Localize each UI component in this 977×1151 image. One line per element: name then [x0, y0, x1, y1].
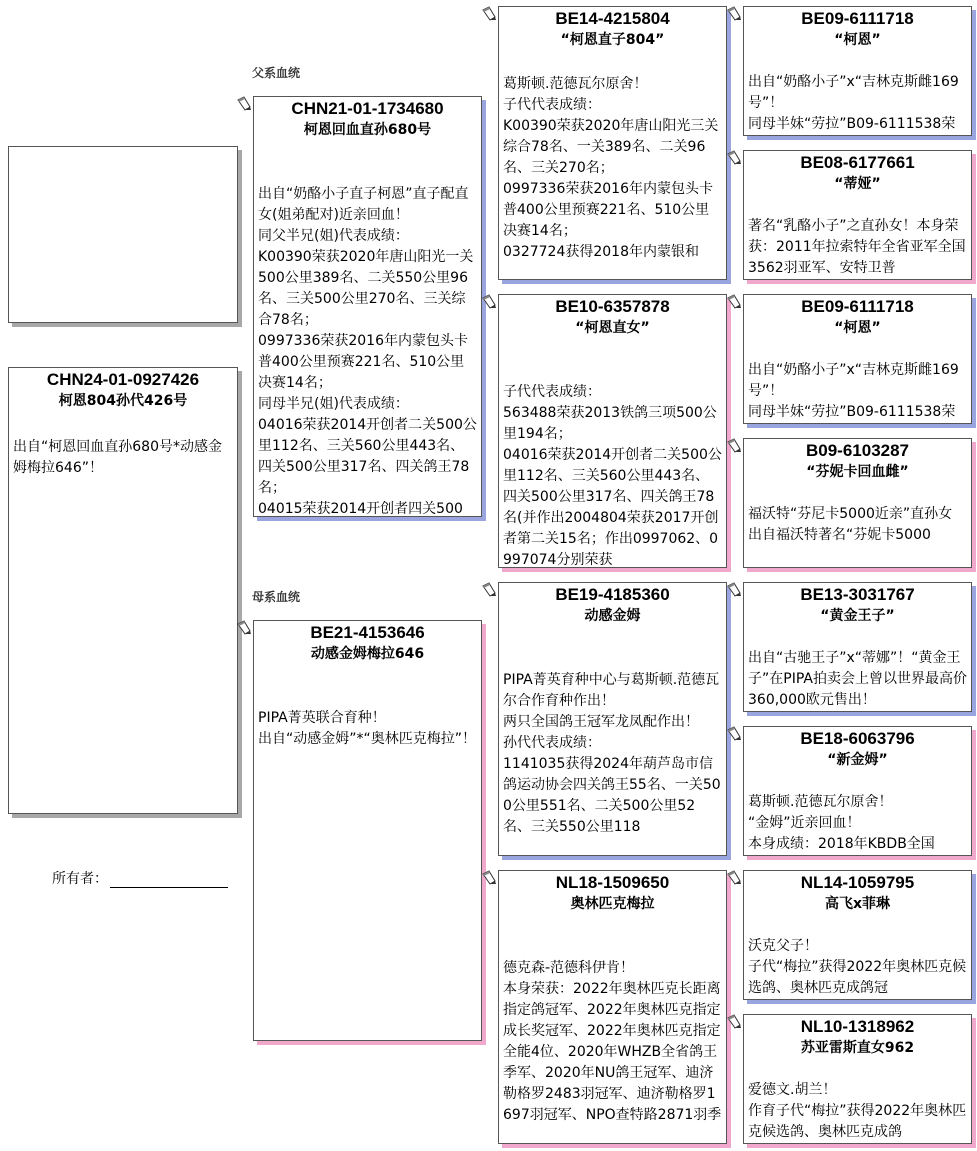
dam-name: 动感金姆梅拉646 — [310, 646, 425, 662]
ssd-name: “蒂娅” — [834, 176, 881, 192]
subject-desc: 出自“柯恩回血直孙680号*动感金姆梅拉646”！ — [13, 439, 222, 476]
dam-desc: PIPA菁英联合育种！ 出自“动感金姆”*“奥林匹克梅拉”！ — [258, 710, 477, 747]
owner-label: 所有者： — [52, 871, 108, 887]
dss-name: “黄金王子” — [820, 608, 895, 624]
photo-frame — [8, 146, 238, 323]
dsd-card[interactable] — [743, 726, 972, 856]
sdd-desc: 福沃特“芬尼卡5000近亲”直孙女 出自福沃特著名“芬妮卡5000 — [748, 506, 953, 543]
sd-name: “柯恩直女” — [575, 320, 650, 336]
ds-name: 动感金姆 — [584, 608, 641, 624]
dd-ring: NL18-1509650 — [555, 873, 670, 892]
dds-name: 高飞x菲琳 — [824, 896, 891, 912]
sss-name: “柯恩” — [834, 32, 881, 48]
sd-ring: BE10-6357878 — [555, 297, 670, 316]
subject-ring: CHN24-01-0927426 — [46, 370, 200, 389]
sds-ring: BE09-6111718 — [801, 297, 914, 316]
dd-card[interactable] — [498, 870, 727, 1144]
subject-name: 柯恩804孙代426号 — [58, 393, 188, 409]
pencil-icon[interactable] — [726, 150, 742, 165]
ssd-desc: 著名“乳酪小子”之直孙女！本身荣获：2011年拉索特年全省亚军全国3562羽亚军、安特卫普 — [748, 218, 966, 276]
dss-card[interactable] — [743, 582, 972, 712]
sds-desc: 出自“奶酪小子”x“吉林克斯雌169号”！ 同母半妹“劳拉”B09-6111538荣 — [748, 362, 959, 420]
dds-desc: 沃克父子！ 子代“梅拉”获得2022年奥林匹克候选鸽、奥林匹克成鸽冠 — [748, 938, 967, 996]
pencil-icon[interactable] — [726, 294, 742, 309]
owner-value[interactable] — [110, 871, 228, 888]
sd-card[interactable] — [498, 294, 727, 568]
dss-ring: BE13-3031767 — [800, 585, 915, 604]
ds-card[interactable] — [498, 582, 727, 856]
dsd-desc: 葛斯顿.范德瓦尔原舍！ “金姆”近亲回血！ 本身成绩：2018年KBDB全国 — [748, 794, 935, 852]
ddd-ring: NL10-1318962 — [800, 1017, 915, 1036]
ds-desc: PIPA菁英育种中心与葛斯顿.范德瓦尔合作育种作出！ 两只全国鸽王冠军龙凤配作出！ 孙代代表成绩： 1141035获得2024年葫芦岛市信鸽运动协会四关鸽王55名、一关500公里551名、二关500公里52名、三关550公里118 — [503, 672, 721, 835]
sire-name: 柯恩回血直孙680号 — [303, 122, 432, 138]
pencil-icon[interactable] — [726, 1014, 742, 1029]
pencil-icon[interactable] — [726, 6, 742, 21]
sdd-ring: B09-6103287 — [805, 441, 910, 460]
sds-name: “柯恩” — [834, 320, 881, 336]
pencil-icon[interactable] — [236, 96, 252, 111]
dss-desc: 出自“古驰王子”x“蒂娜”！“黄金王子”在PIPA拍卖会上曾以世界最高价360,000欧元售出！ — [748, 650, 967, 708]
ssd-ring: BE08-6177661 — [800, 153, 915, 172]
sss-card[interactable] — [743, 6, 972, 136]
dds-card[interactable] — [743, 870, 972, 1000]
pencil-icon[interactable] — [481, 294, 497, 309]
dam-card[interactable] — [253, 620, 482, 1041]
ds-ring: BE19-4185360 — [555, 585, 670, 604]
ss-name: “柯恩直子804” — [560, 32, 665, 48]
sds-card[interactable] — [743, 294, 972, 424]
sss-desc: 出自“奶酪小子”x“吉林克斯雌169号”！ 同母半妹“劳拉”B09-6111538荣 — [748, 74, 959, 132]
dds-ring: NL14-1059795 — [800, 873, 915, 892]
pencil-icon[interactable] — [726, 582, 742, 597]
sire-desc: 出自“奶酪小子直子柯恩”直子配直女(姐弟配对)近亲回血！ 同父半兄(姐)代表成绩： K00390荣获2020年唐山阳光一关500公里389名、二关550公里96名、三关500公里270名、三关综合78名； 0997336荣获2016年内蒙包头卡普400公里预赛221名、510公里决赛14名； 同母半兄(姐)代表成绩： 04016荣获2014开创者二关500公里112名、三关560公里443名、四关500公里317名、四关鸽王78名； 04015荣获2014开创者四关500 — [258, 186, 477, 517]
ssd-card[interactable] — [743, 150, 972, 280]
ss-card[interactable] — [498, 6, 727, 280]
dam-ring: BE21-4153646 — [310, 623, 425, 642]
dam-line-label: 母系血统 — [252, 590, 301, 604]
ss-ring: BE14-4215804 — [555, 9, 670, 28]
sss-ring: BE09-6111718 — [801, 9, 914, 28]
pencil-icon[interactable] — [481, 870, 497, 885]
sdd-card[interactable] — [743, 438, 972, 568]
sd-desc: 子代代表成绩： 563488荣获2013铁鸽三项500公里194名； 04016荣获2014开创者二关500公里112名、三关560公里443名、四关500公里317名、四关鸽王78名(并作出2004804荣获2017开创者第二关15名；作出0997062、0997074分别荣获 — [503, 384, 722, 568]
sire-card[interactable] — [253, 96, 482, 517]
pencil-icon[interactable] — [481, 582, 497, 597]
ddd-desc: 爱德文.胡兰！ 作育子代“梅拉”获得2022年奥林匹克候选鸽、奥林匹克成鸽 — [748, 1082, 967, 1140]
owner-field — [52, 868, 228, 888]
pencil-icon[interactable] — [726, 726, 742, 741]
ddd-name: 苏亚雷斯直女962 — [800, 1040, 915, 1056]
dsd-ring: BE18-6063796 — [800, 729, 915, 748]
ss-desc: 葛斯顿.范德瓦尔原舍！ 子代代表成绩： K00390荣获2020年唐山阳光三关综合78名、一关389名、二关96名、三关270名； 0997336荣获2016年内蒙包头卡普400公里预赛221名、510公里决赛14名； 0327724获得2018年内蒙银和 — [503, 76, 719, 260]
pencil-icon[interactable] — [481, 6, 497, 21]
dsd-name: “新金姆” — [827, 752, 888, 768]
ddd-card[interactable] — [743, 1014, 972, 1144]
sire-ring: CHN21-01-1734680 — [291, 99, 444, 118]
sire-line-label: 父系血统 — [252, 66, 301, 80]
pencil-icon[interactable] — [236, 620, 252, 635]
subject-card[interactable] — [8, 367, 238, 814]
sdd-name: “芬妮卡回血雌” — [806, 464, 909, 480]
pencil-icon[interactable] — [726, 438, 742, 453]
dd-name: 奥林匹克梅拉 — [570, 896, 655, 912]
dd-desc: 德克森-范德科伊肯！ 本身荣获：2022年奥林匹克长距离指定鸽冠军、2022年奥林匹克指定成长奖冠军、2022年奥林匹克指定全能4位、2020年WHZB全省鸽王季军、2020年NU鸽王冠军、迪济勒格罗2483羽冠军、迪济勒格罗1697羽冠军、NPO查特路2871羽季 — [503, 960, 722, 1123]
pencil-icon[interactable] — [726, 870, 742, 885]
